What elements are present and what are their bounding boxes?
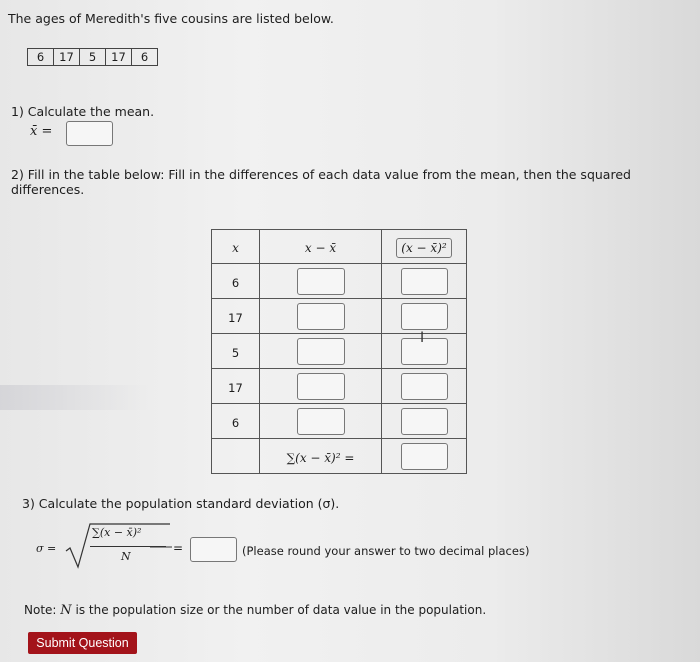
intro-text: The ages of Meredith's five cousins are listed below. [8,11,334,26]
header-deviation: x − x̄ [304,241,337,255]
age-cell: 5 [80,49,106,66]
row-value: 5 [231,345,240,360]
round-note: (Please round your answer to two decimal places) [242,544,530,558]
sigma-equals: = [173,541,184,555]
sum-squared-input[interactable] [401,443,448,470]
age-cell: 6 [28,49,54,66]
age-cell: 17 [106,49,132,66]
sigma-denominator: N [121,550,131,563]
background-haze [0,385,150,410]
header-squared-deviation: (x − x̄)² [396,238,451,258]
sum-label: ∑(x − x̄)² = [286,450,355,465]
sigma-numerator: ∑(x − x̄)² [92,526,142,539]
q2-text-line1: 2) Fill in the table below: Fill in the differences of each data value from the mean, then the squared [11,167,631,182]
mean-label: x̄ = [30,124,53,139]
ages-table [27,48,158,66]
q1-text: 1) Calculate the mean. [11,104,155,119]
std-dev-input[interactable] [190,537,237,562]
squared-deviation-input[interactable] [401,268,448,295]
note-label: Note: [24,603,57,617]
row-value: 17 [228,310,243,325]
squared-deviation-input[interactable] [401,303,448,330]
row-value: 6 [231,275,240,290]
age-cell: 6 [132,49,158,66]
mean-input[interactable] [66,121,113,146]
q2-text-line2: differences. [11,182,85,197]
q3-text: 3) Calculate the population standard deviation (σ). [22,496,340,511]
deviation-input[interactable] [297,268,345,295]
squared-deviation-input[interactable] [401,408,448,435]
deviation-input[interactable] [297,373,345,400]
note-text: is the population size or the number of data value in the population. [75,603,487,617]
deviation-input[interactable] [297,338,345,365]
note-line [24,603,486,618]
squared-deviation-input[interactable] [401,373,448,400]
note-n-symbol: N [60,603,72,618]
submit-question-button[interactable]: Submit Question [28,632,137,654]
text-cursor-icon: I [420,330,425,346]
sigma-label: σ = [36,542,57,555]
header-x: x [232,241,239,255]
age-cell: 17 [54,49,80,66]
row-value: 17 [228,380,243,395]
deviation-input[interactable] [297,408,345,435]
row-value: 6 [231,415,240,430]
fraction-bar [90,546,166,547]
deviation-input[interactable] [297,303,345,330]
deviation-table [211,229,467,474]
